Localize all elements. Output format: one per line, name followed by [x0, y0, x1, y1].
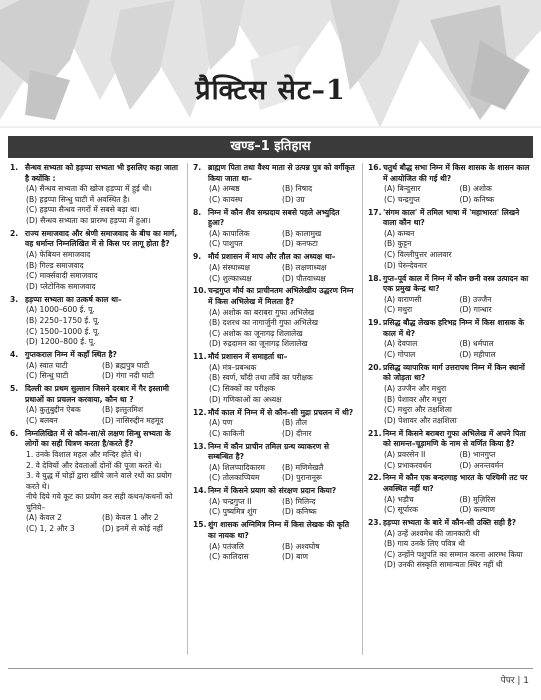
answer-option: (B) तौल — [282, 418, 307, 428]
question-statement: 1. उनके विशाल महल और मन्दिर होते थे। — [26, 449, 142, 459]
answer-option-row — [10, 371, 178, 382]
question-item — [368, 429, 535, 471]
question-header — [368, 318, 535, 339]
answer-option: (A) शिलप्पादिकारम — [209, 462, 265, 472]
answer-option-row — [193, 552, 355, 563]
question-text: गुप्त–पूर्व काल में निम्न में कौन छनी वस्त्र उत्पादन का एक प्रमुख केन्द्र था? — [383, 273, 529, 294]
question-item — [368, 363, 535, 427]
answer-option: (A) उज्जैन और मथुरा — [384, 384, 447, 394]
question-number: 16. — [368, 163, 382, 172]
question-number: 8. — [193, 207, 202, 217]
answer-option: (D) पौतवाध्यक्ष — [282, 273, 326, 283]
answer-option: (B) कुट्टन — [384, 239, 412, 249]
answer-option: (D) गणिकाओं का अध्यक्ष — [209, 394, 282, 404]
answer-option: (C) पाशुपत — [209, 239, 243, 249]
answer-option: (C) तोलकाप्पियम — [209, 473, 260, 483]
answer-option: (D) अनन्तवर्मन — [459, 460, 504, 470]
answer-option-row — [368, 184, 535, 195]
question-item — [368, 163, 535, 205]
answer-option: (C) चन्द्रगुप्त — [384, 194, 420, 204]
question-text: राज्य समाजवाद और श्रेणी समाजवाद के बीच का मार्ग, वह धर्मान्त निम्नलिखित में से किस पर लागू होता है? — [25, 228, 178, 249]
question-item — [368, 473, 535, 515]
answer-option: (D) गंगा नदी घाटी — [102, 371, 154, 381]
answer-option: (C) मार्क्सवादी समाजवाद — [26, 271, 98, 281]
question-item — [368, 518, 535, 571]
answer-option-row — [10, 361, 178, 372]
question-header — [10, 295, 178, 306]
answer-option: (A) स्वात घाटी — [26, 360, 68, 370]
answer-option: (A) प्रवरसेन II — [384, 449, 426, 459]
title-banner — [0, 0, 541, 128]
answer-option: (B) गाय उनके लिए पवित्र थी — [384, 539, 465, 549]
question-header — [368, 274, 535, 295]
question-text: मौर्य प्रशासन में माप और तौल का अध्यक्ष था– — [208, 252, 336, 262]
answer-option-row — [368, 350, 535, 361]
answer-option: (D) रुद्रदामन का जूनागढ़ शिलालेख — [209, 339, 308, 349]
question-header — [193, 352, 355, 363]
question-text: निम्न में कौन प्राचीन तमिल ग्रन्थ व्याकरण से सम्बन्धित है? — [208, 441, 329, 462]
answer-option: (C) 1, 2 और 3 — [26, 524, 75, 534]
question-item — [193, 208, 355, 250]
question-header — [368, 518, 535, 529]
question-header — [10, 229, 178, 250]
answer-option: (D) कनिष्क — [282, 507, 317, 517]
question-text: शुंग शासक अग्निमित्र निम्न में किस लेखक की कृति का नायक था? — [208, 520, 350, 540]
answer-option: (A) 1000–600 ई. पू. — [26, 305, 95, 315]
answer-option: (D) उनकी संस्कृति सामान्यतः स्थिर नहीं थी — [384, 560, 503, 570]
question-number: 19. — [368, 318, 382, 328]
answer-option: (B) उज्जैन — [459, 294, 492, 304]
answer-option: (A) चन्द्रगुप्त II — [209, 496, 252, 506]
question-text: निम्न में कौन एक बन्दरगाह भारत के पश्चिमी तट पर अवस्थित नहीं था? — [383, 473, 528, 493]
question-text: निम्न में किसने बराबरा गुफा अभिलेख में अपने पिता को सामन्त–चूड़ामणि के नाम से वर्णित किया है? — [383, 428, 526, 449]
answer-option: (B) लक्षणाध्यक्ष — [282, 262, 327, 272]
answer-option: (C) 1500–1000 ई. पू. — [26, 326, 100, 336]
question-text: 'संगम काल' में तमिल भाषा में 'महाभारत' लिखने वाला कौन था? — [383, 207, 520, 228]
question-header — [193, 442, 355, 463]
question-number: 1. — [10, 163, 19, 172]
question-header — [193, 163, 355, 184]
answer-option-row — [10, 405, 178, 416]
question-item — [193, 520, 355, 562]
answer-option: (A) फेबियन समाजवाद — [26, 250, 91, 260]
answer-option: (A) सैन्धव सभ्यता की खोज हड़प्पा में हुई थी। — [26, 184, 152, 194]
question-item — [193, 408, 355, 440]
answer-option: (B) हड़प्पा सिन्धु घाटी में अवस्थित है। — [26, 194, 130, 204]
answer-option: (B) पेशावर और मथुरा — [384, 394, 447, 404]
answer-option: (A) केवल 2 — [26, 513, 62, 523]
section-title: खण्ड–1 इतिहास — [230, 139, 311, 154]
answer-option-row — [368, 195, 535, 206]
answer-option: (A) अशोक का बराबरा गुफा अभिलेख — [209, 307, 315, 317]
answer-option: (A) अम्बष्ठ — [209, 184, 240, 194]
question-item — [10, 429, 178, 535]
answer-option-row — [193, 542, 355, 553]
question-header — [368, 363, 535, 384]
page-title: प्रैक्टिस सेट–1 — [195, 75, 346, 106]
question-header — [368, 208, 535, 229]
answer-option-row — [193, 195, 355, 206]
question-header — [368, 163, 535, 184]
answer-option: (A) कापालिक — [209, 228, 250, 238]
answer-option: (D) सैन्धव सभ्यता का प्रारम्भ हड़प्पा में हुआ। — [26, 215, 151, 225]
question-text: मौर्य काल में निम्न में से कौन–सी मुद्रा प्रचलन में थी? — [208, 407, 354, 417]
answer-option-row — [193, 184, 355, 195]
question-text: चन्द्रगुप्त मौर्य का प्राचीनतम अभिलेखीय उद्धरण निम्न में किस अभिलेख में मिलता है? — [208, 286, 354, 307]
answer-option: (C) मथुरा और तक्षशिला — [384, 405, 452, 415]
answer-option: (A) बिन्दुसार — [384, 184, 421, 194]
question-text: मौर्य प्रशासन में समाहर्ता था– — [208, 352, 288, 362]
answer-option: (D) महीपाल — [459, 349, 496, 359]
question-item — [10, 295, 178, 348]
answer-option: (C) काकिनी — [209, 428, 245, 438]
answer-option: (A) देवपाल — [384, 339, 418, 349]
question-text: निम्न में कौन शैव सम्प्रदाय सबसे पहले अभ्युदित हुआ? — [208, 207, 340, 228]
answer-option: (A) कुतुबुद्दीन ऐबक — [26, 405, 81, 415]
answer-option-row — [368, 295, 535, 306]
question-text: सैन्धव सभ्यता को हड़प्पा सभ्यता भी इसलिए कहा जाता है क्योंकि : — [25, 163, 178, 183]
question-header — [10, 429, 178, 450]
question-item — [193, 163, 355, 205]
question-statement: 3. वे युद्ध में घोड़ों द्वारा खींचे जाने वाले रथों का प्रयोग करते थे। — [26, 471, 172, 491]
question-number: 20. — [368, 362, 382, 372]
answer-option-row — [193, 239, 355, 250]
answer-option-row — [193, 263, 355, 274]
question-item — [193, 252, 355, 284]
question-text: चतुर्थ बौद्ध सभा निम्न में किस शासक के शासन काल में आयोजित की गई थी? — [383, 163, 530, 183]
answer-option: (B) धर्मपाल — [459, 339, 494, 349]
answer-option-row — [193, 463, 355, 474]
answer-option: (B) मणिमेखलै — [282, 462, 324, 472]
answer-option: (B) अश्वघोष — [282, 541, 320, 551]
answer-option: (D) कल्याण — [459, 505, 495, 515]
answer-option: (A) पतंजलि — [209, 541, 244, 551]
answer-option: (D) पेरुन्देवनार — [384, 260, 427, 270]
answer-option-row — [193, 229, 355, 240]
answer-option: (C) शुल्काध्यक्ष — [209, 273, 252, 283]
answer-option: (D) बाण — [282, 552, 308, 562]
question-number: 3. — [10, 294, 19, 304]
question-number: 11. — [193, 352, 207, 362]
answer-option: (B) केवल 1 और 2 — [102, 513, 159, 523]
answer-option-row — [193, 274, 355, 285]
question-number: 5. — [10, 384, 19, 394]
question-header — [193, 520, 355, 541]
answer-option: (D) पेशावर और तक्षशिला — [384, 415, 457, 425]
question-column-2 — [193, 163, 355, 565]
answer-option-row — [368, 305, 535, 316]
questions-area — [10, 163, 535, 663]
answer-option: (B) मिलिन्द — [282, 496, 316, 506]
answer-option: (B) निषाद — [282, 184, 313, 194]
answer-option-row — [368, 495, 535, 506]
answer-option: (A) वाराणसी — [384, 294, 422, 304]
answer-option: (D) प्लेटोनिक समाजवाद — [26, 281, 96, 291]
question-number: 10. — [193, 286, 207, 296]
question-text: हड़प्पा सभ्यता का उत्कर्ष काल था– — [25, 294, 122, 304]
answer-option: (C) पुष्यमित्र शुंग — [209, 507, 257, 517]
question-number: 15. — [193, 520, 207, 530]
answer-option: (A) संस्थाध्यक्ष — [209, 262, 250, 272]
answer-option: (D) कनफटा — [282, 239, 318, 249]
answer-option: (D) इनमें से कोई नहीं — [102, 524, 163, 534]
answer-option-row — [10, 524, 178, 535]
question-item — [193, 286, 355, 350]
question-item — [193, 352, 355, 405]
answer-option: (C) सिक्कों का परीक्षक — [209, 384, 275, 394]
answer-option-row — [10, 513, 178, 524]
answer-option-row — [193, 497, 355, 508]
question-item — [368, 208, 535, 272]
question-header — [193, 486, 355, 497]
question-number: 21. — [368, 428, 382, 438]
question-item — [193, 442, 355, 484]
answer-option: (C) बलबन — [26, 415, 58, 425]
question-header — [193, 286, 355, 307]
question-text: निम्न में किसने प्रयाग को संरक्षण प्रदान किया? — [208, 486, 337, 496]
question-number: 12. — [193, 407, 207, 417]
answer-option: (D) पुरानानूरू — [282, 473, 322, 483]
answer-option: (C) हड़प्पा सैन्धव नगरों में सबसे बड़ा था। — [26, 205, 140, 215]
answer-option: (A) उन्हें अश्वमेध की जानकारी थी — [384, 528, 480, 538]
answer-option: (A) पण — [209, 418, 233, 428]
page-footer: पेपर | 1 — [500, 676, 529, 686]
question-number: 7. — [193, 163, 202, 172]
answer-option: (C) सूर्पारक — [384, 505, 418, 515]
answer-option-row — [368, 339, 535, 350]
question-column-3 — [368, 163, 535, 573]
answer-option: (D) नासिरुद्दीन महमूद — [102, 415, 164, 425]
answer-option: (A) मंत्र–प्रबन्धक — [209, 362, 257, 372]
answer-option: (C) प्रभाकरवर्धन — [384, 460, 432, 470]
question-item — [368, 274, 535, 316]
answer-option: (A) भड़ौच — [384, 494, 414, 504]
grunge-background-art — [0, 0, 541, 128]
question-number: 6. — [10, 428, 19, 438]
answer-option: (C) अशोक का जूनागढ़ शिलालेख — [209, 328, 303, 338]
question-header — [10, 350, 178, 361]
question-header — [10, 163, 178, 184]
answer-option: (D) दीनार — [282, 428, 312, 438]
question-header — [193, 408, 355, 419]
question-number: 17. — [368, 207, 382, 217]
question-header — [368, 473, 535, 494]
question-item — [10, 163, 178, 227]
answer-option: (B) इल्तुतमिश — [102, 405, 143, 415]
question-header — [10, 384, 178, 405]
question-item — [368, 318, 535, 360]
question-number: 9. — [193, 252, 202, 262]
answer-option: (D) कनिष्क — [459, 194, 495, 204]
question-number: 2. — [10, 228, 19, 238]
answer-option: (C) गोपाल — [384, 349, 416, 359]
question-text: ब्राह्मण पिता तथा वैश्य माता से उत्पन्न पुत्र को वर्गीकृत किया जाता था– — [208, 163, 355, 183]
answer-option: (B) मुज़िरिस — [459, 494, 496, 504]
answer-option-row — [368, 450, 535, 461]
answer-option: (B) कालामुख — [282, 228, 322, 238]
answer-option: (B) ब्रह्मपुत्र घाटी — [102, 360, 150, 370]
footer-divider — [8, 668, 533, 669]
question-number: 14. — [193, 486, 207, 496]
answer-option: (C) मथुरा — [384, 305, 413, 315]
answer-option-row — [193, 473, 355, 484]
answer-option: (B) 2250–1750 ई. पू. — [26, 315, 100, 325]
answer-option: (B) अशोक — [459, 184, 492, 194]
question-text: निम्नलिखित में से कौन-सा/से लक्षण सिन्धु सभ्यता के लोगों का सही चित्रण करता है/करते हैं? — [25, 428, 171, 449]
question-header — [368, 429, 535, 450]
answer-option-row — [193, 429, 355, 440]
answer-option-row — [193, 418, 355, 429]
answer-option: (B) भानगुप्त — [459, 449, 496, 459]
answer-option-row — [10, 416, 178, 427]
question-number: 22. — [368, 473, 382, 483]
answer-option-row — [193, 507, 355, 518]
answer-option: (C) सिन्धु घाटी — [26, 371, 69, 381]
answer-option: (C) उन्होंने पशुपति का सम्मान करना आरम्भ किया — [384, 549, 523, 559]
question-number: 13. — [193, 441, 207, 451]
answer-option: (C) विल्लीपुत्तर आलवार — [384, 250, 452, 260]
question-text: प्रसिद्ध बौद्ध लेखक हरिभद्र निम्न में किस शासक के काल में थे? — [383, 318, 525, 338]
answer-option: (D) उग्र — [282, 194, 305, 204]
answer-option: (D) 1200–800 ई. पू. — [26, 337, 96, 347]
answer-option: (C) कालिदास — [209, 552, 249, 562]
question-text: गुप्तकराल निम्न में कहाँ स्थित है? — [25, 349, 117, 359]
question-instruction: नीचे दिये गये कूट का प्रयोग कर सही कथन/कथनों को चुनिये– — [26, 492, 173, 512]
answer-option: (B) गिल्ड समाजवाद — [26, 260, 84, 270]
answer-option: (B) स्वर्ण, चाँदी तथा ताँबे का परीक्षक — [209, 373, 313, 383]
answer-option: (D) गान्धार — [459, 305, 492, 315]
question-item — [10, 384, 178, 426]
answer-option: (B) दशरथ का नागार्जुनी गुफा अभिलेख — [209, 318, 318, 328]
question-number: 23. — [368, 518, 382, 528]
question-item — [10, 229, 178, 293]
question-text: दिल्ली का प्रथम सुल्तान जिसने दरबार में गैर इस्लामी प्रथाओं का प्रचलन करवाया, कौन था ? — [25, 384, 169, 404]
question-item — [193, 486, 355, 518]
answer-option-row — [368, 505, 535, 516]
question-column-1 — [10, 163, 178, 537]
answer-option-row — [368, 461, 535, 472]
question-header — [193, 252, 355, 263]
answer-option: (A) कम्बन — [384, 228, 415, 238]
question-header — [193, 208, 355, 229]
question-statement: 2. वे देवियों और देवताओं दोनों की पूजा करते थे। — [26, 460, 162, 470]
question-text: हड़प्पा सभ्यता के बारे में कौन-सी उक्ति सही है? — [383, 518, 516, 528]
question-number: 4. — [10, 349, 19, 359]
section-header — [8, 136, 533, 158]
answer-option: (C) कायस्थ — [209, 194, 243, 204]
question-number: 18. — [368, 273, 382, 283]
question-item — [10, 350, 178, 382]
question-text: प्रसिद्ध व्यापारिक मार्ग उत्तरापथ निम्न में किन स्थानों को जोड़ता था? — [383, 362, 525, 383]
